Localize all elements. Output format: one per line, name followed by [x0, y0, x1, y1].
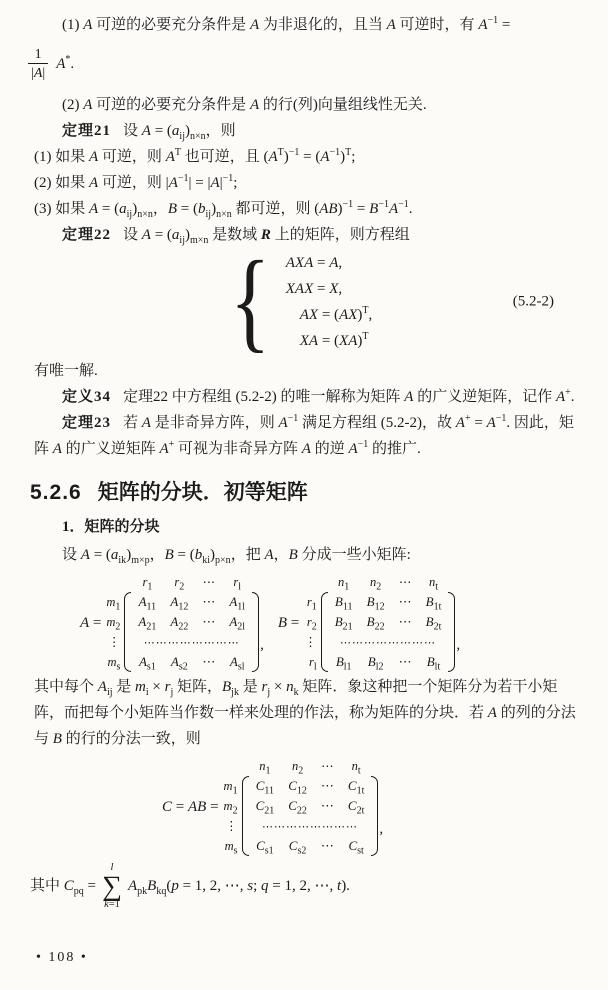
summation [102, 862, 122, 910]
matrix-cell: $B_{11}$ [334, 594, 353, 613]
matrix-col-label: $n_t$ [351, 758, 361, 776]
inverse-formula-line [28, 42, 582, 86]
matrix-a [80, 574, 264, 672]
matrix-row-label: $r_2$ [306, 614, 317, 632]
matrix-table [304, 574, 455, 672]
matrix-cell: $A_{11}$ [138, 594, 157, 613]
matrix-col-label: $r_1$ [142, 574, 153, 592]
sigma-symbol: ∑ [102, 870, 122, 902]
matrix-cell: $C_{st}$ [348, 838, 364, 857]
theorem-23 [34, 410, 582, 462]
matrix-row-label: $m_1$ [223, 778, 238, 796]
matrix-prefix: C = AB = [162, 798, 219, 815]
matrix-corner-spacer [224, 758, 242, 776]
matrix-row-label: ⋮ [304, 635, 317, 649]
theorem-21-item-1: (1) 如果 A 可逆，则 $A^T$ 也可逆，且 $(A^T)^{-1} = (A^{-1})^T$; [34, 147, 356, 165]
sum-formula-body: $A_{pk}B_{kq}(p = 1$, 2, ⋯, s; q = 1, 2, ⋯, t). [127, 877, 350, 897]
product-matrix-row [162, 758, 582, 856]
theorem-21-item-2: (2) 如果 A 可逆，则 $|A^{-1}| = |A|^{-1}$; [34, 173, 238, 191]
matrix-cell: ⋯ [398, 594, 412, 609]
matrix-col-label: $n_1$ [338, 574, 350, 592]
matrix-prefix: A = [80, 614, 102, 631]
matrix-cell: $A_{12}$ [170, 594, 189, 613]
theorem-21-label: 定理21 [62, 123, 112, 139]
theorem-21-item-3: (3) 如果 $A = (a_{ij})_{n\times n}$，$B = (b_{ij})_{n\times n}$ 都可逆，则 $(AB)^{-1} = B^{-1}A^{-1}$. [34, 199, 413, 220]
definition-34 [34, 384, 582, 410]
matrix-cell: $B_{12}$ [366, 594, 385, 613]
equation-line: AXA = A, [285, 255, 343, 271]
matrix-col-label: ⋯ [398, 575, 412, 589]
equation-line: XA = (XA)$^T$ [299, 331, 369, 349]
matrix-col-label: $r_l$ [233, 574, 242, 592]
matrix-prefix: B = [277, 614, 300, 631]
matrix-cell: $B_{lt}$ [426, 654, 441, 673]
matrix-cell: $C_{1t}$ [347, 778, 365, 797]
theorem-23-text: 若 A 是非奇异方阵，则 $A^{-1}$ 满足方程组 (5.2-2)，故 $A^+ = A^{-1}$. 因此，矩阵 A 的广义逆矩阵 A+ 可视为非奇异方阵 A 的逆 $A^{-1}$ 的推广. [34, 413, 574, 457]
para-unique-solution: 有唯一解. [34, 363, 98, 379]
matrix-c [162, 758, 383, 856]
left-paren [321, 592, 328, 672]
matrix-table [106, 574, 259, 672]
matrix-cell: $A_{22}$ [170, 614, 189, 633]
matrix-cell: $C_{s2}$ [288, 838, 307, 857]
paren-spacer [321, 574, 328, 592]
matrix-cell: $B_{l1}$ [335, 654, 352, 673]
matrix-row-label: $m_2$ [223, 798, 238, 816]
para-setup: 设 $A = (a_{ik})_{m\times p}$，$B = (b_{ki})_{p\times n}$，把 A，B 分成一些小矩阵: [62, 547, 411, 566]
matrix-cell: ⋯ [320, 798, 334, 813]
equation-lines [286, 250, 372, 354]
matrix-cell: $B_{22}$ [366, 614, 385, 633]
theorem-22-label: 定理22 [62, 227, 112, 243]
matrix-row-label: ⋮ [225, 819, 238, 833]
matrix-cell: ⋯ [398, 654, 412, 669]
matrix-cell: $B_{1t}$ [425, 594, 442, 613]
matrix-cell: $C_{s1}$ [256, 838, 274, 857]
right-paren [448, 592, 455, 672]
right-paren [371, 776, 378, 856]
matrix-cell: ⋯ [202, 594, 216, 609]
sum-formula-prefix: 其中 $C_{pq}$ = [30, 877, 96, 897]
matrix-cell: $B_{l2}$ [367, 654, 384, 673]
definition-34-text: 定理22 中方程组 (5.2-2) 的唯一解称为矩阵 A 的广义逆矩阵，记作 A+. [123, 387, 575, 405]
equation-number: (5.2-2) [512, 293, 554, 310]
matrix-cell: $B_{2t}$ [425, 614, 442, 633]
matrix-row-label: $r_l$ [309, 654, 317, 672]
para-invertible-condition-1: (1) A 可逆的必要充分条件是 A 为非退化的，且当 A 可逆时，有 $A^{-1}$ = [62, 15, 511, 33]
right-paren [252, 592, 259, 672]
matrix-cell: ⋯ [202, 654, 216, 669]
theorem-21 [34, 118, 582, 144]
matrix-col-label: $n_t$ [428, 574, 438, 592]
page-number: • 108 • [36, 950, 88, 965]
equation-line: AX = (AX)$^T$, [299, 305, 373, 323]
matrix-col-label: $r_2$ [174, 574, 185, 592]
matrix-suffix: , [379, 821, 384, 837]
matrix-row-label: $m_1$ [106, 594, 121, 612]
matrix-row-label: ⋮ [107, 635, 121, 649]
summation-upper-limit: l [110, 862, 114, 873]
matrix-cell: ⋯ [320, 778, 334, 793]
matrix-dots-row: ⋯⋯⋯⋯⋯⋯⋯⋯ [340, 636, 437, 649]
equation-system [230, 239, 582, 364]
paren-spacer [448, 574, 455, 592]
fraction-denominator: |A| [28, 63, 48, 83]
matrix-cell: ⋯ [202, 614, 216, 629]
para-blocks-explain: 其中每个 $A_{ij}$ 是 $m_i \times r_j$ 矩阵，$B_{jk}$ 是 $r_j \times n_k$ 矩阵．象这种把一个矩阵分为若干小矩阵，而把每个小矩阵当作数一样来处理的作法，称为矩阵的分块．若 A 的列的分法与 B 的行的分法一致，则 [34, 679, 576, 747]
matrix-row-label: $m_2$ [106, 614, 121, 632]
matrix-dots-row: ⋯⋯⋯⋯⋯⋯⋯⋯ [261, 820, 358, 833]
matrix-cell: $A_{sl}$ [229, 654, 245, 673]
matrix-cell: $A_{21}$ [138, 614, 157, 633]
matrix-row-label: $r_1$ [306, 594, 317, 612]
left-paren [124, 592, 131, 672]
block-matrices-row [80, 574, 582, 672]
section-title: 矩阵的分块．初等矩阵 [97, 481, 308, 504]
matrix-cell: $A_{s1}$ [138, 654, 156, 673]
paren-spacer [371, 758, 378, 776]
sum-formula [30, 862, 582, 910]
matrix-table [224, 758, 379, 856]
paren-spacer [242, 758, 249, 776]
matrix-b [278, 574, 460, 672]
fraction [28, 46, 48, 83]
section-heading [30, 476, 582, 506]
matrix-cell: $C_{2t}$ [347, 798, 365, 817]
matrix-cell: $A_{2l}$ [229, 614, 246, 633]
matrix-corner-spacer [304, 574, 321, 592]
matrix-cell: ⋯ [398, 614, 412, 629]
matrix-cell: $C_{22}$ [288, 798, 307, 817]
matrix-row-label: $m_s$ [224, 838, 238, 856]
equation-line: XAX = X, [285, 281, 343, 297]
matrix-cell: $B_{21}$ [334, 614, 353, 633]
theorem-23-label: 定理23 [62, 415, 112, 431]
matrix-cell: $C_{11}$ [255, 778, 275, 797]
left-brace: { [230, 239, 271, 364]
matrix-cell: $C_{21}$ [255, 798, 275, 817]
para-invertible-condition-2: (2) A 可逆的必要充分条件是 A 的行(列)向量组线性无关. [62, 97, 427, 113]
fraction-numerator: 1 [34, 46, 42, 62]
matrix-suffix: , [456, 637, 461, 653]
summation-lower-limit: k=1 [104, 898, 120, 910]
adjugate-term: A*. [56, 53, 75, 72]
theorem-21-text: 设 $A = (a_{ij})_{n\times n}$，则 [123, 123, 236, 142]
matrix-col-label: $n_2$ [370, 574, 382, 592]
theorem-22 [34, 222, 582, 248]
section-number: 5.2.6 [30, 481, 82, 504]
matrix-suffix: , [260, 637, 264, 653]
matrix-row-label: $m_s$ [107, 654, 121, 672]
matrix-col-label: ⋯ [202, 575, 216, 589]
matrix-col-label: $n_2$ [291, 758, 304, 776]
matrix-dots-row: ⋯⋯⋯⋯⋯⋯⋯⋯ [143, 636, 240, 649]
matrix-cell: ⋯ [320, 838, 334, 853]
left-paren [242, 776, 249, 856]
matrix-cell: $C_{12}$ [288, 778, 307, 797]
matrix-col-label: $n_1$ [259, 758, 271, 776]
matrix-cell: $A_{1l}$ [229, 594, 246, 613]
matrix-col-label: ⋯ [321, 759, 334, 773]
matrix-cell: $A_{s2}$ [170, 654, 188, 673]
paren-spacer [124, 574, 131, 592]
theorem-22-text: 设 $A = (a_{ij})_{m\times n}$ 是数域 R 上的矩阵，则方程组 [123, 227, 410, 246]
definition-34-label: 定义34 [62, 389, 112, 405]
subsection-heading: 1．矩阵的分块 [62, 519, 160, 535]
matrix-corner-spacer [106, 574, 124, 592]
paren-spacer [252, 574, 259, 592]
